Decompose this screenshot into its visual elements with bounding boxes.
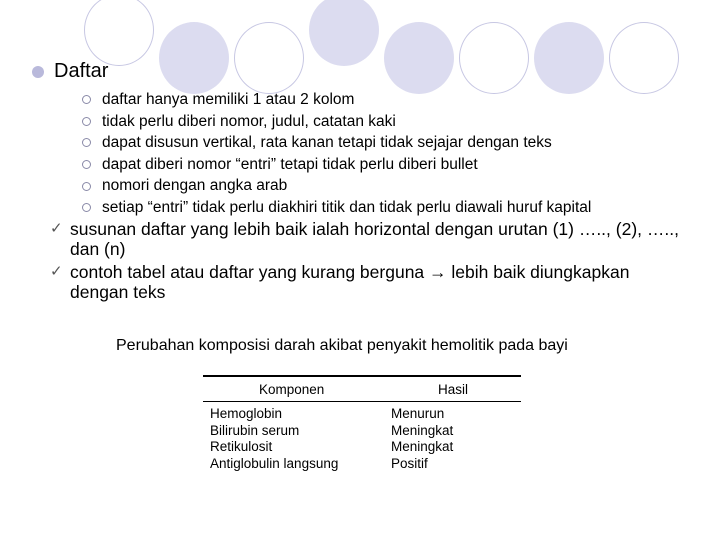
sub-item: setiap “entri” tidak perlu diakhiri titik dan tidak perlu diawali huruf kapital xyxy=(82,197,591,219)
decor-circle-3 xyxy=(234,22,304,94)
checkmark-icon: ✓ xyxy=(50,220,63,237)
decor-circle-2 xyxy=(159,22,229,94)
heading-daftar: Daftar xyxy=(54,60,109,82)
decor-circle-6 xyxy=(459,22,529,94)
check-list xyxy=(50,219,690,305)
table-cell: Retikulosit xyxy=(210,439,273,454)
sub-item: dapat diberi nomor “entri” tetapi tidak perlu diberi bullet xyxy=(82,154,591,176)
bullet-dot-icon xyxy=(32,66,44,78)
ring-bullet-icon xyxy=(82,160,91,169)
decor-circle-4 xyxy=(309,0,379,66)
sub-item: tidak perlu diberi nomor, judul, catatan kaki xyxy=(82,111,591,133)
sub-item: nomori dengan angka arab xyxy=(82,175,591,197)
ring-bullet-icon xyxy=(82,117,91,126)
table-cell: Antiglobulin langsung xyxy=(210,455,339,471)
table-body xyxy=(203,402,521,472)
table-cell: Bilirubin serum xyxy=(210,422,300,438)
main-bullet xyxy=(32,60,108,83)
decor-circle-5 xyxy=(384,22,454,94)
sub-item: daftar hanya memiliki 1 atau 2 kolom xyxy=(82,89,591,111)
decor-circle-1 xyxy=(84,0,154,66)
table-cell: Menurun xyxy=(391,406,445,421)
ring-bullet-icon xyxy=(82,138,91,147)
table-caption: Perubahan komposisi darah akibat penyakit hemolitik pada bayi xyxy=(116,337,568,354)
table-header-row xyxy=(203,377,521,401)
sub-list xyxy=(82,89,591,219)
komponen-column xyxy=(203,406,391,472)
ring-bullet-icon xyxy=(82,95,91,104)
decor-circle-8 xyxy=(609,22,679,94)
header-hasil: Hasil xyxy=(438,381,469,397)
table-cell: Meningkat xyxy=(391,422,454,438)
ring-bullet-icon xyxy=(82,203,91,212)
header-komponen: Komponen xyxy=(259,381,325,397)
ring-bullet-icon xyxy=(82,182,91,191)
check-item: ✓ contoh tabel atau daftar yang kurang berguna → lebih baik diungkapkan dengan teks xyxy=(50,262,630,302)
check-item: ✓ susunan daftar yang lebih baik ialah horizontal dengan urutan (1) ….., (2), ….., dan (n) xyxy=(50,219,679,259)
table-cell: Hemoglobin xyxy=(210,406,283,421)
hasil-column xyxy=(391,406,521,472)
sub-item: dapat disusun vertikal, rata kanan tetapi tidak sejajar dengan teks xyxy=(82,132,591,154)
checkmark-icon: ✓ xyxy=(50,263,63,280)
table-cell: Positif xyxy=(391,455,428,471)
table-cell: Meningkat xyxy=(391,439,454,454)
decor-circle-7 xyxy=(534,22,604,94)
data-table xyxy=(203,375,521,472)
